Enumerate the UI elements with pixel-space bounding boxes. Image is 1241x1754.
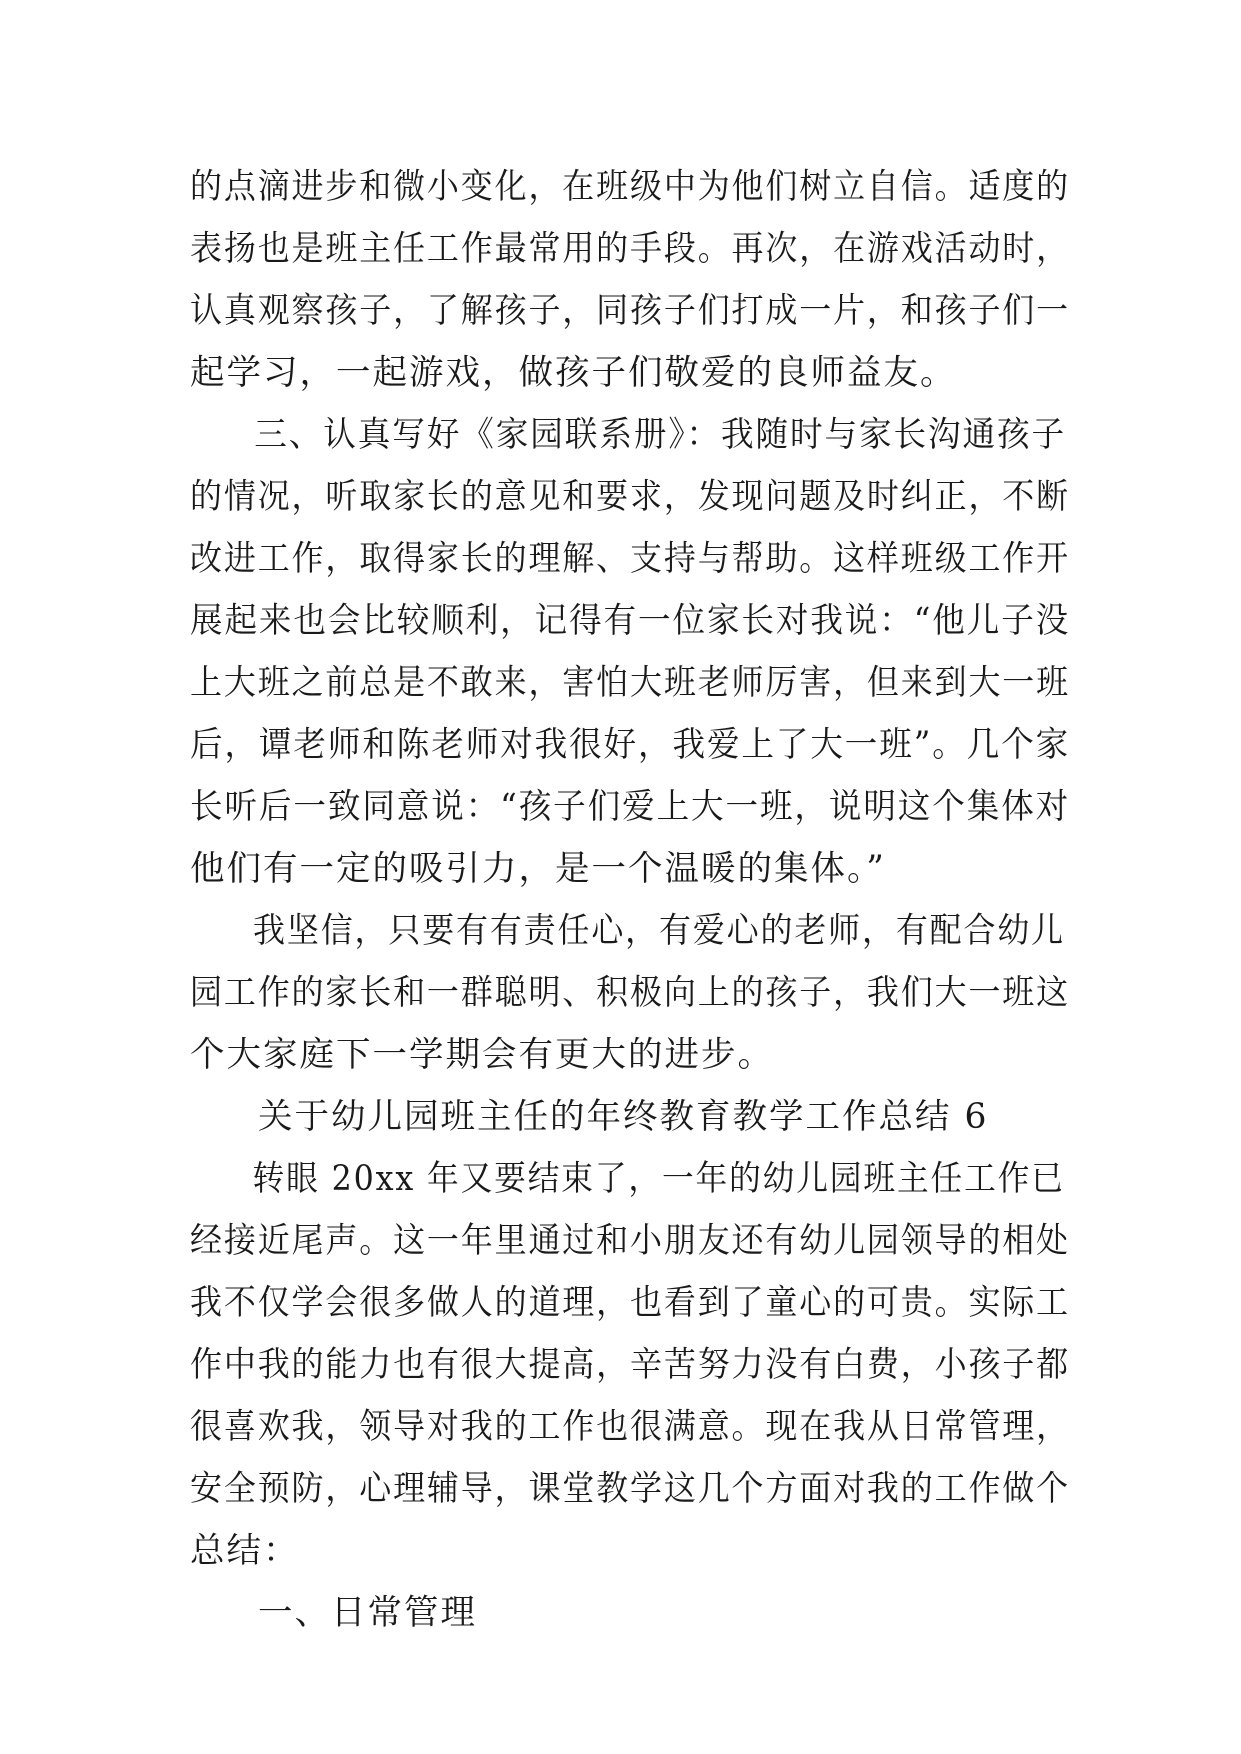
text-line: 经接近尾声。这一年里通过和小朋友还有幼儿园领导的相处 xyxy=(190,1221,1071,1261)
text-line: 起学习，一起游戏，做孩子们敬爱的良师益友。 xyxy=(190,353,957,393)
text-line: 作中我的能力也有很大提高，辛苦努力没有白费，小孩子都 xyxy=(190,1345,1071,1385)
text-line: 很喜欢我，领导对我的工作也很满意。现在我从日常管理， xyxy=(190,1407,1071,1447)
text-line: 展起来也会比较顺利，记得有一位家长对我说：“他儿子没 xyxy=(190,601,1071,641)
document-body xyxy=(190,156,1070,1644)
text-line: 改进工作，取得家长的理解、支持与帮助。这样班级工作开 xyxy=(190,539,1071,579)
paragraph-first-line: 三、认真写好《家园联系册》：我随时与家长沟通孩子 xyxy=(254,415,1067,455)
text-line: 园工作的家长和一群聪明、积极向上的孩子，我们大一班这 xyxy=(190,973,1071,1013)
text-line: 个大家庭下一学期会有更大的进步。 xyxy=(190,1035,774,1075)
text-line: 上大班之前总是不敢来，害怕大班老师厉害，但来到大一班 xyxy=(190,663,1071,703)
paragraph-first-line: 关于幼儿园班主任的年终教育教学工作总结 6 xyxy=(258,1097,989,1137)
paragraph-first-line: 一、日常管理 xyxy=(258,1593,477,1633)
text-line: 他们有一定的吸引力，是一个温暖的集体。” xyxy=(190,849,886,889)
text-line: 表扬也是班主任工作最常用的手段。再次，在游戏活动时， xyxy=(190,229,1071,269)
paragraph-first-line: 我坚信，只要有有责任心，有爱心的老师，有配合幼儿 xyxy=(253,911,1065,951)
text-line: 安全预防，心理辅导，课堂教学这几个方面对我的工作做个 xyxy=(190,1469,1071,1509)
text-line: 总结： xyxy=(190,1531,300,1571)
text-line: 长听后一致同意说：“孩子们爱上大一班，说明这个集体对 xyxy=(190,787,1071,827)
paragraph-first-line: 转眼 20xx 年又要结束了，一年的幼儿园班主任工作已 xyxy=(252,1159,1065,1199)
text-line: 后，谭老师和陈老师对我很好，我爱上了大一班”。几个家 xyxy=(190,725,1071,765)
text-line: 的点滴进步和微小变化，在班级中为他们树立自信。适度的 xyxy=(190,167,1071,207)
text-line: 认真观察孩子，了解孩子，同孩子们打成一片，和孩子们一 xyxy=(190,291,1071,331)
text-line: 的情况，听取家长的意见和要求，发现问题及时纠正，不断 xyxy=(190,477,1071,517)
text-line: 我不仅学会很多做人的道理，也看到了童心的可贵。实际工 xyxy=(190,1283,1071,1323)
